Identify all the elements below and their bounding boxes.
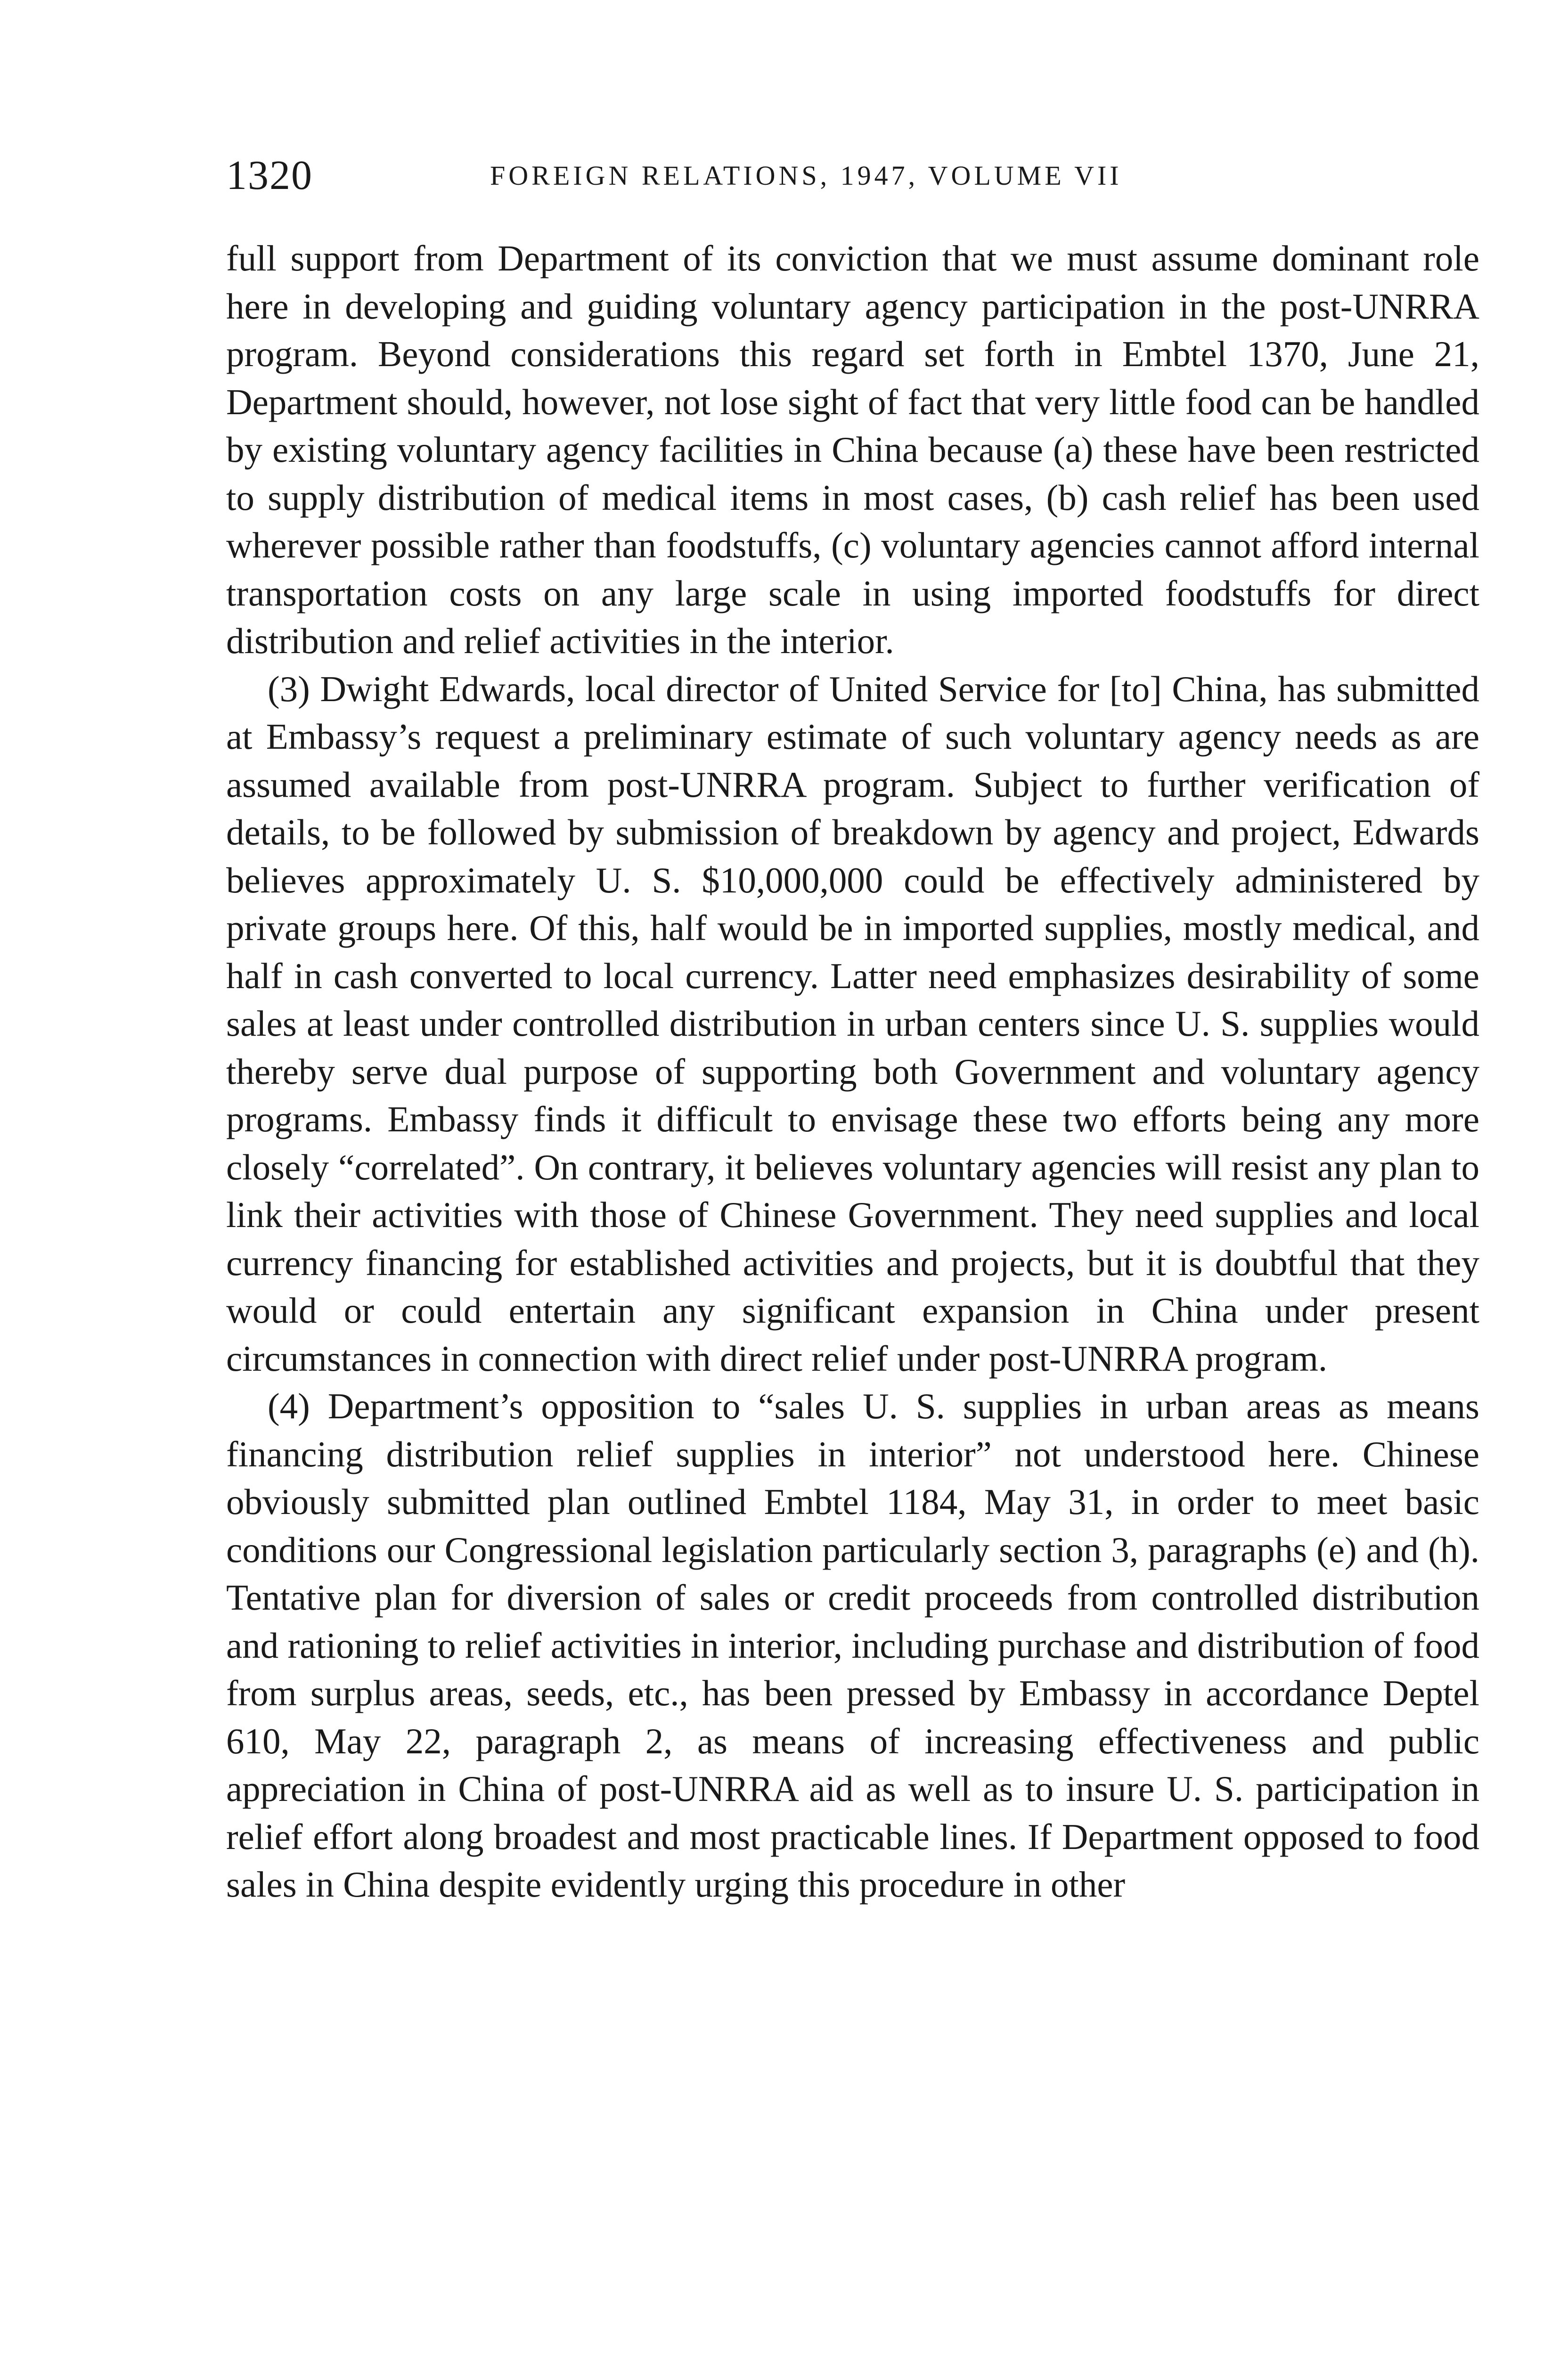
paragraph-continuation: full support from Department of its conviction that we must assume dominant role here in developing and guiding voluntary agency participation in the post-UNRRA program. Beyond considerations this regard set forth in Embtel 1370, June 21, Department should, however, not lose sight of fact that very little food can be handled by existing voluntary agency facilities in China because (a) these have been restricted to supply distribution of medical items in most cases, (b) cash relief has been used wherever possible rather than foodstuffs, (c) voluntary agencies cannot afford internal transportation costs on any large scale in using imported foodstuffs for direct distribution and relief activities in the interior. (226, 238, 1479, 661)
paragraph-3: (3) Dwight Edwards, local director of United Service for [to] China, has submitted at Embassy’s request a preliminary estimate of such voluntary agency needs as are assumed available from post-UNRRA program. Subject to further verification of details, to be followed by submission of breakdown by agency and project, Edwards believes approximately U. S. $10,000,000 could be effectively administered by private groups here. Of this, half would be in imported supplies, mostly medical, and half in cash converted to local currency. Latter need emphasizes desirability of some sales at least under controlled distribution in urban centers since U. S. supplies would thereby serve dual purpose of supporting both Government and voluntary agency programs. Embassy finds it difficult to envisage these two efforts being any more closely “correlated”. On contrary, it believes voluntary agencies will resist any plan to link their activities with those of Chinese Government. They need supplies and local currency financing for established activities and projects, but it is doubtful that they would or could entertain any significant expansion in China under present circumstances in connection with direct relief under post-UNRRA program. (226, 668, 1479, 1379)
paragraph-4: (4) Department’s opposition to “sales U. S. supplies in urban areas as means financing distribution relief supplies in interior” not understood here. Chinese obviously submitted plan outlined Embtel 1184, May 31, in order to meet basic conditions our Congressional legislation particularly section 3, paragraphs (e) and (h). Tentative plan for diversion of sales or credit proceeds from controlled distribution and rationing to relief activities in interior, including purchase and distribution of food from surplus areas, seeds, etc., has been pressed by Embassy in accordance Deptel 610, May 22, paragraph 2, as means of increasing effectiveness and public appreciation in China of post-UNRRA aid as well as to insure U. S. participation in relief effort along broadest and most practicable lines. If Department opposed to food sales in China despite evidently urging this procedure in other (226, 1386, 1479, 1905)
page-number: 1320 (226, 153, 313, 198)
page-header (226, 150, 1479, 202)
running-title: FOREIGN RELATIONS, 1947, VOLUME VII (490, 160, 1122, 191)
body-text (226, 235, 1479, 1909)
